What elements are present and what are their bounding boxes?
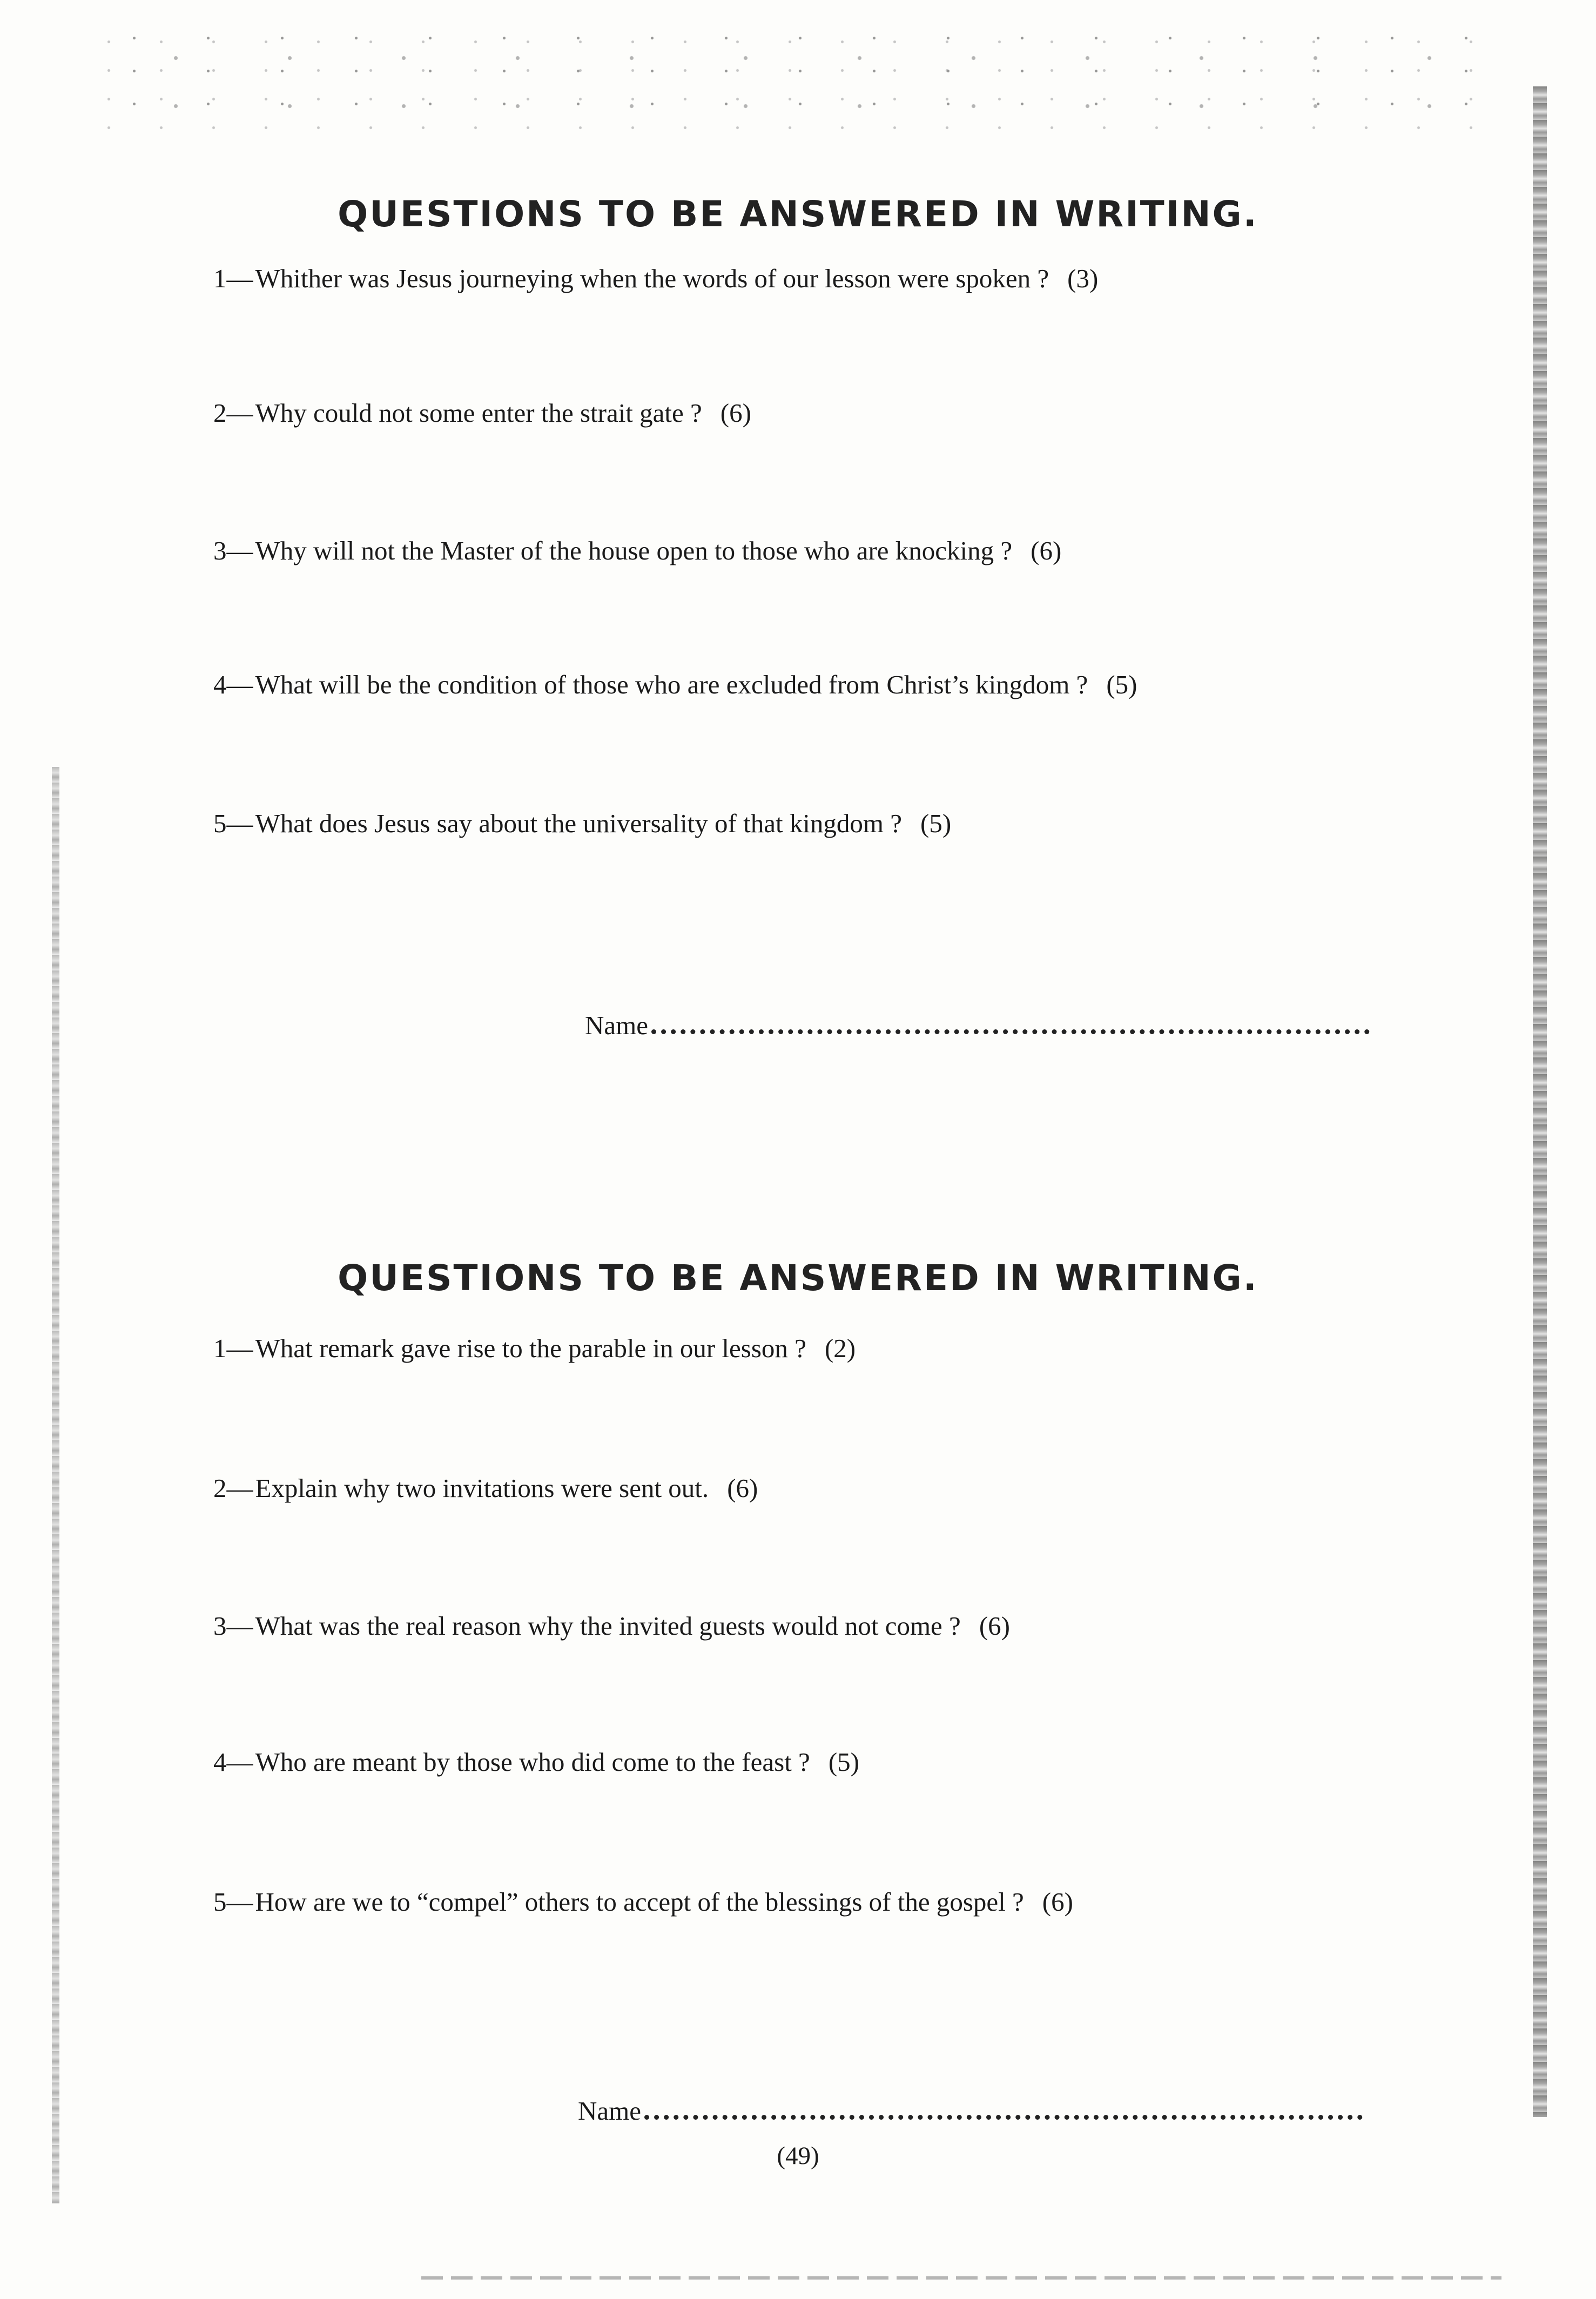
- question-marks: (6): [1031, 536, 1062, 565]
- scan-bottom-edge: [421, 2276, 1501, 2280]
- section-heading: QUESTIONS TO BE ANSWERED IN WRITING.: [338, 1257, 1258, 1299]
- question-item: [213, 669, 1137, 701]
- question-number: 4—: [213, 1747, 253, 1777]
- name-dotted-line: [644, 2099, 1363, 2120]
- question-marks: (6): [727, 1473, 758, 1503]
- question-marks: (6): [979, 1611, 1010, 1641]
- question-number: 1—: [213, 264, 253, 293]
- question-marks: (3): [1067, 264, 1099, 293]
- question-number: 2—: [213, 1473, 253, 1503]
- section-heading: QUESTIONS TO BE ANSWERED IN WRITING.: [338, 193, 1258, 235]
- question-text: What does Jesus say about the universality of that kingdom ?: [255, 808, 903, 838]
- question-text: Whither was Jesus journeying when the words of our lesson were spoken ?: [255, 264, 1049, 293]
- question-marks: (6): [1042, 1887, 1073, 1917]
- question-number: 3—: [213, 536, 253, 565]
- name-label: Name: [578, 2096, 641, 2126]
- question-text: Who are meant by those who did come to the feast ?: [255, 1747, 810, 1777]
- question-item: [213, 397, 751, 429]
- question-item: [213, 1332, 856, 1365]
- question-text: Why could not some enter the strait gate ?: [255, 398, 702, 428]
- question-text: Why will not the Master of the house open to those who are knocking ?: [255, 536, 1013, 565]
- scan-speckle-top: [97, 22, 1501, 130]
- question-number: 5—: [213, 1887, 253, 1917]
- question-number: 5—: [213, 808, 253, 838]
- question-number: 1—: [213, 1333, 253, 1363]
- scan-binding-edge-right: [1533, 86, 1547, 2117]
- question-marks: (6): [720, 398, 751, 428]
- question-item: [213, 262, 1098, 295]
- question-text: How are we to “compel” others to accept of the blessings of the gospel ?: [255, 1887, 1024, 1917]
- question-text: What remark gave rise to the parable in our lesson ?: [255, 1333, 806, 1363]
- question-text: What will be the condition of those who are excluded from Christ’s kingdom ?: [255, 670, 1088, 699]
- name-field[interactable]: [578, 2095, 1363, 2126]
- question-text: What was the real reason why the invited guests would not come ?: [255, 1611, 961, 1641]
- question-marks: (5): [920, 808, 952, 838]
- name-field[interactable]: [585, 1010, 1370, 1041]
- question-marks: (2): [824, 1333, 856, 1363]
- question-item: [213, 1886, 1073, 1918]
- question-item: [213, 1472, 758, 1505]
- question-text: Explain why two invitations were sent out.: [255, 1473, 709, 1503]
- question-item: [213, 1746, 859, 1778]
- name-label: Name: [585, 1010, 648, 1040]
- question-item: [213, 1610, 1010, 1642]
- question-marks: (5): [1106, 670, 1137, 699]
- page-number: (49): [777, 2142, 819, 2170]
- scan-binding-edge-left: [52, 767, 59, 2203]
- question-marks: (5): [828, 1747, 859, 1777]
- question-number: 2—: [213, 398, 253, 428]
- question-number: 4—: [213, 670, 253, 699]
- question-item: [213, 535, 1061, 567]
- question-number: 3—: [213, 1611, 253, 1641]
- name-dotted-line: [651, 1013, 1370, 1034]
- question-item: [213, 807, 951, 840]
